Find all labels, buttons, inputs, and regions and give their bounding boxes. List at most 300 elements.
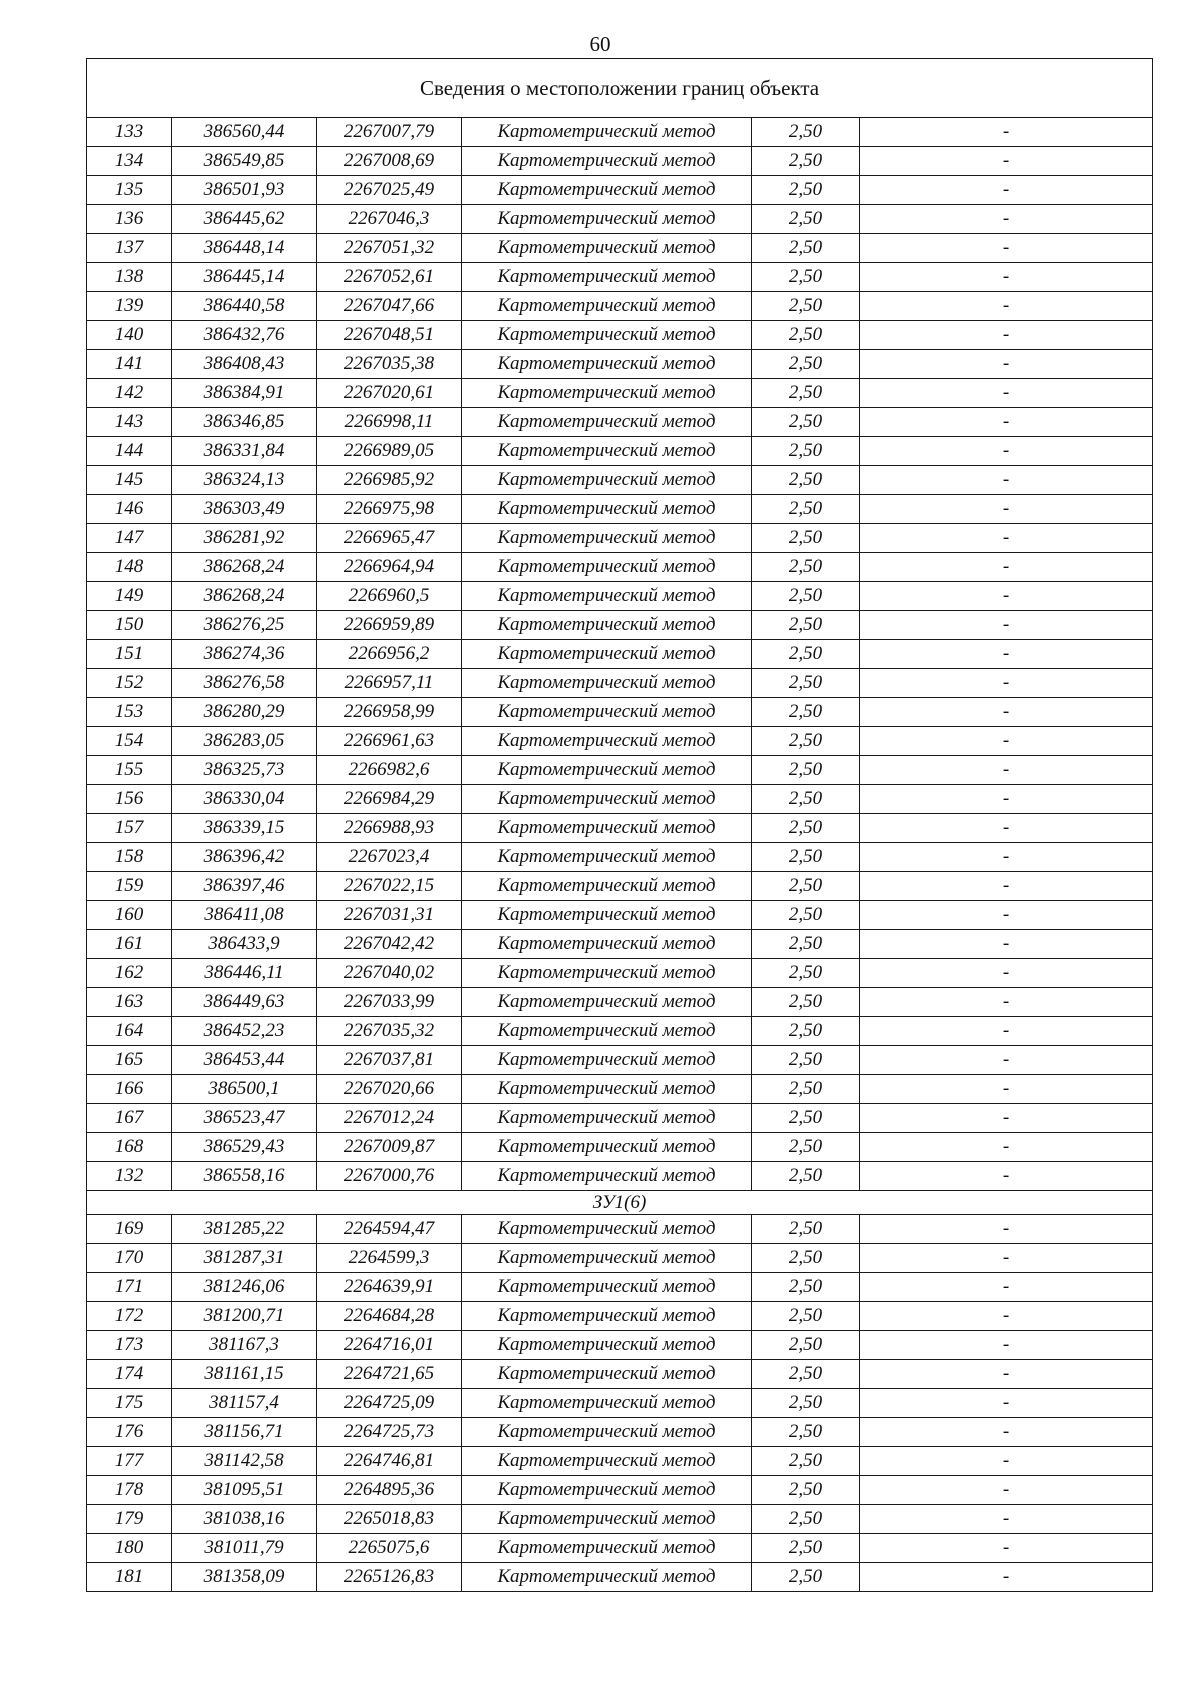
method-cell: Картометрический метод <box>462 408 752 437</box>
x-coordinate-cell: 386453,44 <box>172 1046 317 1075</box>
description-cell: - <box>860 292 1153 321</box>
method-cell: Картометрический метод <box>462 263 752 292</box>
description-cell: - <box>860 205 1153 234</box>
accuracy-cell: 2,50 <box>752 988 860 1017</box>
point-number-cell: 136 <box>87 205 172 234</box>
description-cell: - <box>860 1046 1153 1075</box>
method-cell: Картометрический метод <box>462 1534 752 1563</box>
method-cell: Картометрический метод <box>462 901 752 930</box>
y-coordinate-cell: 2267046,3 <box>317 205 462 234</box>
accuracy-cell: 2,50 <box>752 147 860 176</box>
y-coordinate-cell: 2266975,98 <box>317 495 462 524</box>
method-cell: Картометрический метод <box>462 1075 752 1104</box>
method-cell: Картометрический метод <box>462 640 752 669</box>
method-cell: Картометрический метод <box>462 1563 752 1592</box>
description-cell: - <box>860 988 1153 1017</box>
y-coordinate-cell: 2265126,83 <box>317 1563 462 1592</box>
x-coordinate-cell: 386432,76 <box>172 321 317 350</box>
point-number-cell: 150 <box>87 611 172 640</box>
description-cell: - <box>860 669 1153 698</box>
x-coordinate-cell: 386281,92 <box>172 524 317 553</box>
x-coordinate-cell: 381156,71 <box>172 1418 317 1447</box>
accuracy-cell: 2,50 <box>752 408 860 437</box>
table-row <box>87 350 1153 379</box>
accuracy-cell: 2,50 <box>752 379 860 408</box>
x-coordinate-cell: 386276,58 <box>172 669 317 698</box>
x-coordinate-cell: 386396,42 <box>172 843 317 872</box>
point-number-cell: 179 <box>87 1505 172 1534</box>
x-coordinate-cell: 386411,08 <box>172 901 317 930</box>
boundary-coordinates-table <box>86 58 1153 1592</box>
y-coordinate-cell: 2266956,2 <box>317 640 462 669</box>
description-cell: - <box>860 640 1153 669</box>
description-cell: - <box>860 553 1153 582</box>
description-cell: - <box>860 1476 1153 1505</box>
y-coordinate-cell: 2266964,94 <box>317 553 462 582</box>
description-cell: - <box>860 611 1153 640</box>
description-cell: - <box>860 1389 1153 1418</box>
method-cell: Картометрический метод <box>462 698 752 727</box>
y-coordinate-cell: 2264721,65 <box>317 1360 462 1389</box>
description-cell: - <box>860 756 1153 785</box>
accuracy-cell: 2,50 <box>752 1104 860 1133</box>
method-cell: Картометрический метод <box>462 988 752 1017</box>
description-cell: - <box>860 843 1153 872</box>
accuracy-cell: 2,50 <box>752 292 860 321</box>
point-number-cell: 173 <box>87 1331 172 1360</box>
accuracy-cell: 2,50 <box>752 234 860 263</box>
point-number-cell: 176 <box>87 1418 172 1447</box>
method-cell: Картометрический метод <box>462 437 752 466</box>
x-coordinate-cell: 386433,9 <box>172 930 317 959</box>
point-number-cell: 143 <box>87 408 172 437</box>
point-number-cell: 159 <box>87 872 172 901</box>
point-number-cell: 135 <box>87 176 172 205</box>
y-coordinate-cell: 2267052,61 <box>317 263 462 292</box>
method-cell: Картометрический метод <box>462 872 752 901</box>
table-row <box>87 872 1153 901</box>
table-row <box>87 263 1153 292</box>
table-row <box>87 959 1153 988</box>
accuracy-cell: 2,50 <box>752 437 860 466</box>
page-number: 60 <box>589 32 611 56</box>
x-coordinate-cell: 386268,24 <box>172 553 317 582</box>
accuracy-cell: 2,50 <box>752 524 860 553</box>
x-coordinate-cell: 386446,11 <box>172 959 317 988</box>
y-coordinate-cell: 2266988,93 <box>317 814 462 843</box>
point-number-cell: 175 <box>87 1389 172 1418</box>
description-cell: - <box>860 1104 1153 1133</box>
table-row <box>87 524 1153 553</box>
description-cell: - <box>860 176 1153 205</box>
accuracy-cell: 2,50 <box>752 872 860 901</box>
description-cell: - <box>860 1360 1153 1389</box>
accuracy-cell: 2,50 <box>752 698 860 727</box>
accuracy-cell: 2,50 <box>752 176 860 205</box>
y-coordinate-cell: 2266998,11 <box>317 408 462 437</box>
table-row <box>87 495 1153 524</box>
accuracy-cell: 2,50 <box>752 1418 860 1447</box>
x-coordinate-cell: 381246,06 <box>172 1273 317 1302</box>
y-coordinate-cell: 2267007,79 <box>317 118 462 147</box>
y-coordinate-cell: 2267008,69 <box>317 147 462 176</box>
y-coordinate-cell: 2267040,02 <box>317 959 462 988</box>
point-number-cell: 163 <box>87 988 172 1017</box>
method-cell: Картометрический метод <box>462 1046 752 1075</box>
method-cell: Картометрический метод <box>462 1447 752 1476</box>
table-row <box>87 1273 1153 1302</box>
x-coordinate-cell: 381157,4 <box>172 1389 317 1418</box>
description-cell: - <box>860 524 1153 553</box>
table-row <box>87 698 1153 727</box>
method-cell: Картометрический метод <box>462 1133 752 1162</box>
accuracy-cell: 2,50 <box>752 1215 860 1244</box>
point-number-cell: 138 <box>87 263 172 292</box>
method-cell: Картометрический метод <box>462 669 752 698</box>
table-row <box>87 785 1153 814</box>
point-number-cell: 151 <box>87 640 172 669</box>
y-coordinate-cell: 2264716,01 <box>317 1331 462 1360</box>
method-cell: Картометрический метод <box>462 205 752 234</box>
method-cell: Картометрический метод <box>462 1273 752 1302</box>
y-coordinate-cell: 2266985,92 <box>317 466 462 495</box>
table-row <box>87 205 1153 234</box>
y-coordinate-cell: 2267051,32 <box>317 234 462 263</box>
x-coordinate-cell: 381200,71 <box>172 1302 317 1331</box>
y-coordinate-cell: 2264725,09 <box>317 1389 462 1418</box>
y-coordinate-cell: 2264684,28 <box>317 1302 462 1331</box>
x-coordinate-cell: 381285,22 <box>172 1215 317 1244</box>
point-number-cell: 147 <box>87 524 172 553</box>
x-coordinate-cell: 386449,63 <box>172 988 317 1017</box>
method-cell: Картометрический метод <box>462 1476 752 1505</box>
description-cell: - <box>860 1563 1153 1592</box>
x-coordinate-cell: 386445,14 <box>172 263 317 292</box>
method-cell: Картометрический метод <box>462 379 752 408</box>
method-cell: Картометрический метод <box>462 292 752 321</box>
accuracy-cell: 2,50 <box>752 901 860 930</box>
description-cell: - <box>860 1447 1153 1476</box>
x-coordinate-cell: 386452,23 <box>172 1017 317 1046</box>
table-row <box>87 988 1153 1017</box>
x-coordinate-cell: 381038,16 <box>172 1505 317 1534</box>
x-coordinate-cell: 386276,25 <box>172 611 317 640</box>
method-cell: Картометрический метод <box>462 1017 752 1046</box>
method-cell: Картометрический метод <box>462 1162 752 1191</box>
description-cell: - <box>860 872 1153 901</box>
method-cell: Картометрический метод <box>462 582 752 611</box>
point-number-cell: 152 <box>87 669 172 698</box>
accuracy-cell: 2,50 <box>752 1244 860 1273</box>
description-cell: - <box>860 1534 1153 1563</box>
x-coordinate-cell: 381011,79 <box>172 1534 317 1563</box>
y-coordinate-cell: 2267035,32 <box>317 1017 462 1046</box>
method-cell: Картометрический метод <box>462 1331 752 1360</box>
y-coordinate-cell: 2265018,83 <box>317 1505 462 1534</box>
point-number-cell: 139 <box>87 292 172 321</box>
table-row <box>87 1046 1153 1075</box>
accuracy-cell: 2,50 <box>752 814 860 843</box>
y-coordinate-cell: 2267009,87 <box>317 1133 462 1162</box>
accuracy-cell: 2,50 <box>752 553 860 582</box>
point-number-cell: 177 <box>87 1447 172 1476</box>
point-number-cell: 172 <box>87 1302 172 1331</box>
x-coordinate-cell: 386384,91 <box>172 379 317 408</box>
y-coordinate-cell: 2267023,4 <box>317 843 462 872</box>
point-number-cell: 165 <box>87 1046 172 1075</box>
point-number-cell: 134 <box>87 147 172 176</box>
method-cell: Картометрический метод <box>462 1104 752 1133</box>
y-coordinate-cell: 2264746,81 <box>317 1447 462 1476</box>
point-number-cell: 144 <box>87 437 172 466</box>
table-title: Сведения о местоположении границ объекта <box>87 59 1153 118</box>
table-row <box>87 1476 1153 1505</box>
point-number-cell: 148 <box>87 553 172 582</box>
point-number-cell: 149 <box>87 582 172 611</box>
point-number-cell: 161 <box>87 930 172 959</box>
accuracy-cell: 2,50 <box>752 669 860 698</box>
table-row <box>87 1331 1153 1360</box>
table-title-row <box>87 59 1153 118</box>
y-coordinate-cell: 2267031,31 <box>317 901 462 930</box>
y-coordinate-cell: 2267000,76 <box>317 1162 462 1191</box>
description-cell: - <box>860 1133 1153 1162</box>
table-row <box>87 582 1153 611</box>
x-coordinate-cell: 386549,85 <box>172 147 317 176</box>
table-row <box>87 147 1153 176</box>
description-cell: - <box>860 1017 1153 1046</box>
table-row <box>87 1447 1153 1476</box>
point-number-cell: 171 <box>87 1273 172 1302</box>
method-cell: Картометрический метод <box>462 843 752 872</box>
accuracy-cell: 2,50 <box>752 785 860 814</box>
description-cell: - <box>860 495 1153 524</box>
x-coordinate-cell: 386325,73 <box>172 756 317 785</box>
point-number-cell: 146 <box>87 495 172 524</box>
y-coordinate-cell: 2267037,81 <box>317 1046 462 1075</box>
point-number-cell: 154 <box>87 727 172 756</box>
method-cell: Картометрический метод <box>462 785 752 814</box>
accuracy-cell: 2,50 <box>752 756 860 785</box>
x-coordinate-cell: 386268,24 <box>172 582 317 611</box>
x-coordinate-cell: 386324,13 <box>172 466 317 495</box>
method-cell: Картометрический метод <box>462 147 752 176</box>
accuracy-cell: 2,50 <box>752 466 860 495</box>
description-cell: - <box>860 1302 1153 1331</box>
y-coordinate-cell: 2267042,42 <box>317 930 462 959</box>
accuracy-cell: 2,50 <box>752 205 860 234</box>
x-coordinate-cell: 386448,14 <box>172 234 317 263</box>
table-row <box>87 1389 1153 1418</box>
y-coordinate-cell: 2266984,29 <box>317 785 462 814</box>
y-coordinate-cell: 2267020,66 <box>317 1075 462 1104</box>
accuracy-cell: 2,50 <box>752 1331 860 1360</box>
method-cell: Картометрический метод <box>462 350 752 379</box>
description-cell: - <box>860 1331 1153 1360</box>
y-coordinate-cell: 2267047,66 <box>317 292 462 321</box>
x-coordinate-cell: 386331,84 <box>172 437 317 466</box>
table-row <box>87 756 1153 785</box>
table-row <box>87 437 1153 466</box>
accuracy-cell: 2,50 <box>752 1360 860 1389</box>
y-coordinate-cell: 2266959,89 <box>317 611 462 640</box>
description-cell: - <box>860 698 1153 727</box>
description-cell: - <box>860 147 1153 176</box>
accuracy-cell: 2,50 <box>752 611 860 640</box>
description-cell: - <box>860 785 1153 814</box>
point-number-cell: 157 <box>87 814 172 843</box>
description-cell: - <box>860 901 1153 930</box>
table-row <box>87 930 1153 959</box>
y-coordinate-cell: 2267033,99 <box>317 988 462 1017</box>
description-cell: - <box>860 1244 1153 1273</box>
y-coordinate-cell: 2266961,63 <box>317 727 462 756</box>
table-row <box>87 1075 1153 1104</box>
table-row <box>87 408 1153 437</box>
point-number-cell: 162 <box>87 959 172 988</box>
table-row <box>87 466 1153 495</box>
point-number-cell: 166 <box>87 1075 172 1104</box>
y-coordinate-cell: 2264725,73 <box>317 1418 462 1447</box>
table-row <box>87 814 1153 843</box>
table-row <box>87 234 1153 263</box>
y-coordinate-cell: 2264594,47 <box>317 1215 462 1244</box>
description-cell: - <box>860 930 1153 959</box>
table-row <box>87 727 1153 756</box>
accuracy-cell: 2,50 <box>752 1389 860 1418</box>
table-row <box>87 1162 1153 1191</box>
table-row <box>87 669 1153 698</box>
y-coordinate-cell: 2267012,24 <box>317 1104 462 1133</box>
y-coordinate-cell: 2266989,05 <box>317 437 462 466</box>
point-number-cell: 133 <box>87 118 172 147</box>
section-label: ЗУ1(6) <box>87 1191 1153 1215</box>
method-cell: Картометрический метод <box>462 1418 752 1447</box>
x-coordinate-cell: 386445,62 <box>172 205 317 234</box>
accuracy-cell: 2,50 <box>752 1273 860 1302</box>
accuracy-cell: 2,50 <box>752 1563 860 1592</box>
y-coordinate-cell: 2264599,3 <box>317 1244 462 1273</box>
description-cell: - <box>860 234 1153 263</box>
table-row <box>87 1215 1153 1244</box>
description-cell: - <box>860 582 1153 611</box>
point-number-cell: 142 <box>87 379 172 408</box>
section-row <box>87 1191 1153 1215</box>
table-row <box>87 1563 1153 1592</box>
method-cell: Картометрический метод <box>462 321 752 350</box>
table-row <box>87 321 1153 350</box>
method-cell: Картометрический метод <box>462 1389 752 1418</box>
description-cell: - <box>860 1418 1153 1447</box>
description-cell: - <box>860 1273 1153 1302</box>
point-number-cell: 156 <box>87 785 172 814</box>
x-coordinate-cell: 386560,44 <box>172 118 317 147</box>
accuracy-cell: 2,50 <box>752 1476 860 1505</box>
point-number-cell: 178 <box>87 1476 172 1505</box>
method-cell: Картометрический метод <box>462 1302 752 1331</box>
x-coordinate-cell: 381358,09 <box>172 1563 317 1592</box>
accuracy-cell: 2,50 <box>752 1162 860 1191</box>
table-row <box>87 1360 1153 1389</box>
point-number-cell: 158 <box>87 843 172 872</box>
y-coordinate-cell: 2266957,11 <box>317 669 462 698</box>
table-row <box>87 553 1153 582</box>
description-cell: - <box>860 118 1153 147</box>
accuracy-cell: 2,50 <box>752 263 860 292</box>
table-row <box>87 843 1153 872</box>
method-cell: Картометрический метод <box>462 524 752 553</box>
point-number-cell: 145 <box>87 466 172 495</box>
point-number-cell: 155 <box>87 756 172 785</box>
point-number-cell: 180 <box>87 1534 172 1563</box>
point-number-cell: 132 <box>87 1162 172 1191</box>
description-cell: - <box>860 1075 1153 1104</box>
accuracy-cell: 2,50 <box>752 582 860 611</box>
y-coordinate-cell: 2267025,49 <box>317 176 462 205</box>
description-cell: - <box>860 321 1153 350</box>
description-cell: - <box>860 408 1153 437</box>
accuracy-cell: 2,50 <box>752 118 860 147</box>
x-coordinate-cell: 386500,1 <box>172 1075 317 1104</box>
accuracy-cell: 2,50 <box>752 1447 860 1476</box>
method-cell: Картометрический метод <box>462 1360 752 1389</box>
x-coordinate-cell: 386274,36 <box>172 640 317 669</box>
table-row <box>87 1534 1153 1563</box>
point-number-cell: 160 <box>87 901 172 930</box>
table-row <box>87 292 1153 321</box>
accuracy-cell: 2,50 <box>752 930 860 959</box>
x-coordinate-cell: 386330,04 <box>172 785 317 814</box>
point-number-cell: 169 <box>87 1215 172 1244</box>
table-body <box>87 59 1153 1592</box>
x-coordinate-cell: 386280,29 <box>172 698 317 727</box>
accuracy-cell: 2,50 <box>752 1505 860 1534</box>
y-coordinate-cell: 2266965,47 <box>317 524 462 553</box>
method-cell: Картометрический метод <box>462 1215 752 1244</box>
x-coordinate-cell: 386339,15 <box>172 814 317 843</box>
table-row <box>87 640 1153 669</box>
table-row <box>87 1505 1153 1534</box>
table-row <box>87 1017 1153 1046</box>
method-cell: Картометрический метод <box>462 495 752 524</box>
table-row <box>87 1302 1153 1331</box>
point-number-cell: 167 <box>87 1104 172 1133</box>
table-row <box>87 611 1153 640</box>
x-coordinate-cell: 381287,31 <box>172 1244 317 1273</box>
method-cell: Картометрический метод <box>462 756 752 785</box>
x-coordinate-cell: 386558,16 <box>172 1162 317 1191</box>
x-coordinate-cell: 381161,15 <box>172 1360 317 1389</box>
method-cell: Картометрический метод <box>462 553 752 582</box>
point-number-cell: 164 <box>87 1017 172 1046</box>
method-cell: Картометрический метод <box>462 727 752 756</box>
description-cell: - <box>860 1215 1153 1244</box>
description-cell: - <box>860 1162 1153 1191</box>
description-cell: - <box>860 466 1153 495</box>
x-coordinate-cell: 386303,49 <box>172 495 317 524</box>
method-cell: Картометрический метод <box>462 611 752 640</box>
x-coordinate-cell: 386346,85 <box>172 408 317 437</box>
table-row <box>87 176 1153 205</box>
description-cell: - <box>860 1505 1153 1534</box>
y-coordinate-cell: 2264895,36 <box>317 1476 462 1505</box>
method-cell: Картометрический метод <box>462 959 752 988</box>
description-cell: - <box>860 727 1153 756</box>
point-number-cell: 141 <box>87 350 172 379</box>
description-cell: - <box>860 959 1153 988</box>
accuracy-cell: 2,50 <box>752 640 860 669</box>
x-coordinate-cell: 381142,58 <box>172 1447 317 1476</box>
